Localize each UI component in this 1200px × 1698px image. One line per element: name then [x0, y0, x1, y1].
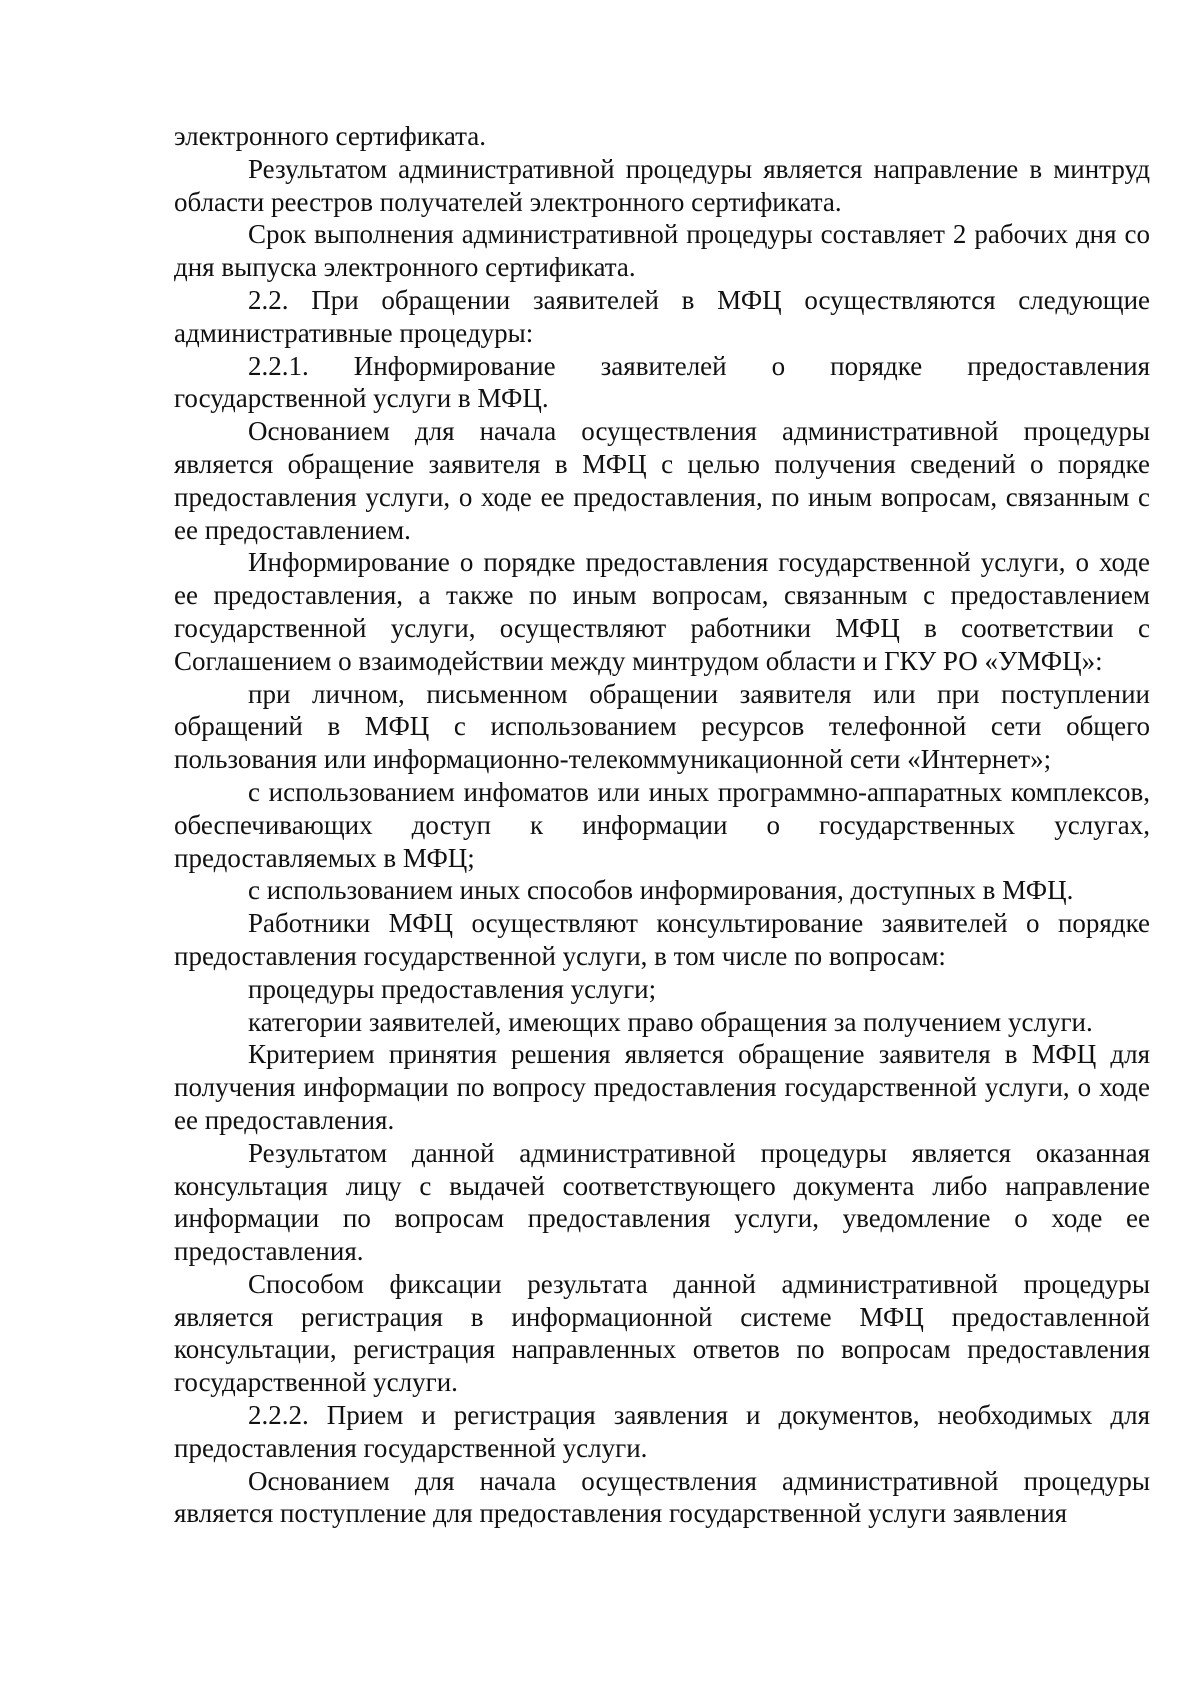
paragraph: Работники МФЦ осуществляют консультирование заявителей о порядке предоставления государственной услуги, в том числе по вопросам:: [174, 908, 1150, 971]
paragraph: процедуры предоставления услуги;: [248, 973, 657, 1004]
paragraph: Срок выполнения административной процедуры составляет 2 рабочих дня со дня выпуска электронного сертификата.: [174, 219, 1150, 283]
paragraph: при личном, письменном обращении заявителя или при поступлении обращений в МФЦ с использованием ресурсов телефонной сети общего пользования или информационно-телекоммуникационной сети «Интернет»;: [174, 678, 1150, 775]
paragraph: Результатом данной административной процедуры является оказанная консультация лицу с выдачей соответствующего документа либо направление информации по вопросам предоставления услуги, уведомление о ходе ее предоставления.: [174, 1137, 1150, 1267]
paragraph: Основанием для начала осуществления административной процедуры является обращение заявителя в МФЦ с целью получения сведений о порядке предоставления услуги, о ходе ее предоставления, по иным вопросам, связанным с ее предоставлением.: [174, 416, 1150, 545]
paragraph: Результатом административной процедуры является направление в минтруд области реестров получателей электронного сертификата.: [174, 153, 1150, 217]
paragraph: Информирование о порядке предоставления государственной услуги, о ходе ее предоставления, а также по иным вопросам, связанным с предоставлением государственной услуги, осуществляют работники МФЦ в соответствии с Соглашением о взаимодействии между минтрудом области и ГКУ РО «УМФЦ»:: [174, 547, 1150, 676]
paragraph: с использованием инфоматов или иных программно-аппаратных комплексов, обеспечивающих доступ к информации о государственных услугах, предоставляемых в МФЦ;: [174, 776, 1150, 873]
paragraph: Критерием принятия решения является обращение заявителя в МФЦ для получения информации по вопросу предоставления государственной услуги, о ходе ее предоставления.: [174, 1039, 1150, 1135]
paragraph: 2.2.2. Прием и регистрация заявления и документов, необходимых для предоставления государственной услуги.: [174, 1400, 1150, 1463]
document-body: [174, 120, 1150, 1530]
paragraph: Основанием для начала осуществления административной процедуры является поступление для предоставления государственной услуги заявления: [174, 1465, 1150, 1529]
paragraph: Способом фиксации результата данной административной процедуры является регистрация в информационной системе МФЦ предоставленной консультации, регистрация направленных ответов по вопросам предоставления государственной услуги.: [174, 1268, 1150, 1398]
paragraph: с использованием иных способов информирования, доступных в МФЦ.: [248, 875, 1074, 906]
paragraph: 2.2.1. Информирование заявителей о порядке предоставления государственной услуги в МФЦ.: [174, 350, 1150, 414]
paragraph: 2.2. При обращении заявителей в МФЦ осуществляются следующие административные процедуры:: [174, 284, 1150, 348]
paragraph: электронного сертификата.: [174, 121, 486, 151]
paragraph: категории заявителей, имеющих право обращения за получением услуги.: [248, 1006, 1093, 1037]
